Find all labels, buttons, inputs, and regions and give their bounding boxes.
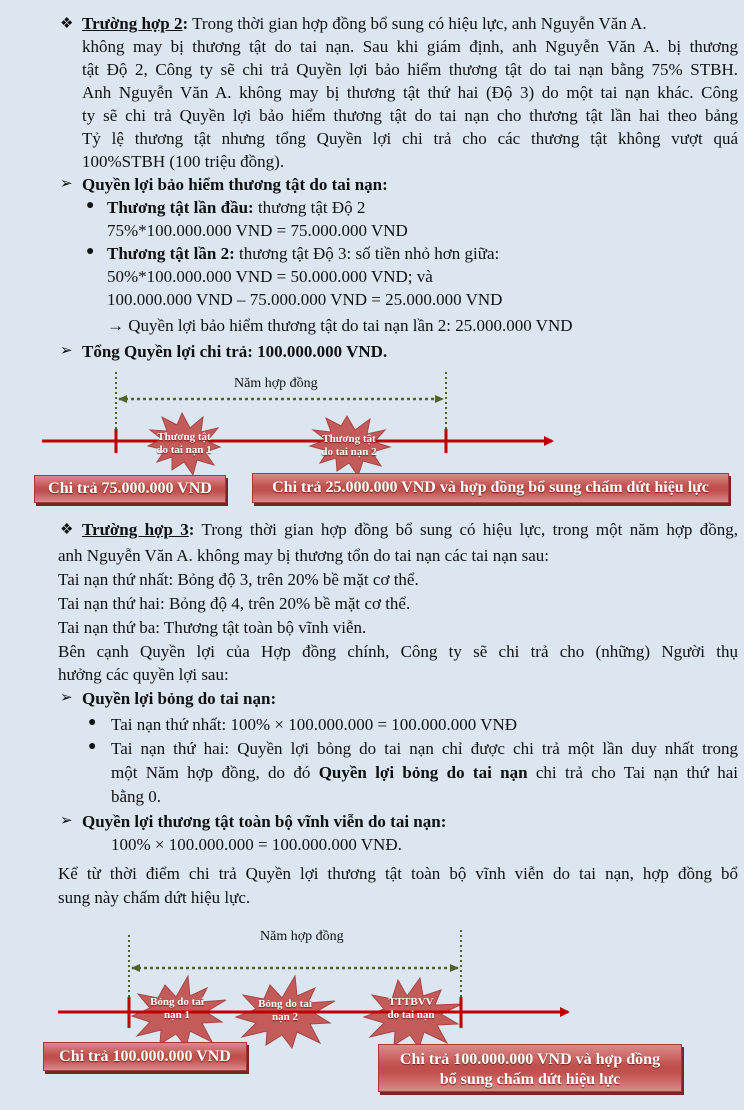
event-label-tpd	[376, 996, 446, 1022]
bullet-dot-icon: ●	[86, 198, 95, 213]
case3-title-colon: :	[188, 520, 195, 539]
case2-text: tật Độ 2, Công ty sẽ chi trả Quyền lợi bảo hiểm thương tật do tai nạn bằng 75% STBH.	[82, 60, 738, 79]
right-arrow-icon: →	[107, 316, 129, 335]
event-label-line: nạn 2	[272, 1011, 298, 1023]
payout-box-1: Chi trả 100.000.000 VND	[43, 1042, 247, 1071]
case3-text: hưởng các quyền lợi sau:	[58, 665, 229, 684]
payout-box-2: Chi trả 25.000.000 VND và hợp đồng bổ sung chấm dứt hiệu lực	[252, 473, 729, 503]
case3-title: Trường hợp 3	[82, 520, 189, 539]
first-injury-label: Thương tật lần đầu:	[107, 198, 254, 217]
case2-total: Tổng Quyền lợi chi trả: 100.000.000 VND.	[82, 342, 388, 361]
payout-box-2	[378, 1044, 682, 1092]
case3-burn-heading: Quyền lợi bỏng do tai nạn:	[82, 689, 277, 708]
payout-box-2-line1: Chi trả 100.000.000 VND và hợp đồng	[399, 1051, 661, 1068]
case2-title: Trường hợp 2	[82, 14, 183, 33]
arrow-bullet-icon: ➢	[60, 343, 73, 359]
case2-title-colon: :	[182, 14, 189, 33]
event-label-line: Bỏng do tai	[258, 998, 312, 1010]
second-injury-text: thương tật Độ 3: số tiền nhỏ hơn giữa:	[234, 244, 500, 263]
burn-item-2-text: chi trả cho Tai nạn thứ hai	[527, 763, 738, 782]
case3-text: anh Nguyễn Văn A. không may bị thương tổn do tai nạn các tai nạn sau:	[58, 546, 549, 565]
event-label-line: do tai nạn 1	[156, 444, 212, 456]
case2-text: ty sẽ chi trả Quyền lợi bảo hiểm thương tật do tai nạn cho thương tật lần hai theo bảng	[82, 106, 738, 125]
first-injury-calc: 75%*100.000.000 VND = 75.000.000 VND	[107, 221, 408, 240]
arrow-bullet-icon: ➢	[60, 813, 73, 829]
burn-item-2-line3: bằng 0.	[111, 787, 162, 806]
case3-closing: Kể từ thời điểm chi trả Quyền lợi thương tật toàn bộ vĩnh viễn do tai nạn, hợp đồng bổ	[58, 864, 738, 883]
second-injury-calc1: 50%*100.000.000 VND = 50.000.000 VND; và	[107, 267, 433, 286]
diamond-bullet-icon: ❖	[60, 16, 74, 32]
tpd-calc: 100% × 100.000.000 = 100.000.000 VNĐ.	[111, 835, 402, 854]
burn-item-1: Tai nạn thứ nhất: 100% × 100.000.000 = 100.000.000 VNĐ	[111, 715, 518, 734]
case2-text: Tỷ lệ thương tật nhưng tổng Quyền lợi chi trả cho các thương tật không vượt quá	[82, 129, 738, 148]
event-label-burn-2	[250, 998, 320, 1024]
second-injury-result: Quyền lợi bảo hiểm thương tật do tai nạn lần 2: 25.000.000 VND	[128, 316, 573, 335]
arrow-bullet-icon: ➢	[60, 690, 73, 706]
event-label-burn-1	[142, 996, 212, 1022]
case2-text: không may bị thương tật do tai nạn. Sau khi giám định, anh Nguyễn Văn A. bị thương	[82, 37, 738, 56]
bullet-dot-icon: ●	[86, 244, 95, 259]
period-label: Năm hợp đồng	[260, 929, 344, 944]
second-injury-calc2: 100.000.000 VND – 75.000.000 VND = 25.000.000 VND	[107, 290, 503, 309]
event-label-line: do tai nạn	[387, 1009, 435, 1021]
case2-text: 100%STBH (100 triệu đồng).	[82, 152, 285, 171]
case3-text: Tai nạn thứ nhất: Bỏng độ 3, trên 20% bề mặt cơ thể.	[58, 570, 419, 589]
first-injury-text: thương tật Độ 2	[253, 198, 366, 217]
payout-box-2-line2: bổ sung chấm dứt hiệu lực	[439, 1071, 621, 1088]
burn-item-2-line1: Tai nạn thứ hai: Quyền lợi bỏng do tai nạn chỉ được chi trả một lần duy nhất trong	[111, 739, 738, 758]
burn-item-2-bold: Quyền lợi bỏng do tai nạn	[318, 763, 528, 782]
event-label-line: Bỏng do tai	[150, 996, 204, 1008]
case3-tpd-heading: Quyền lợi thương tật toàn bộ vĩnh viễn do tai nạn:	[82, 812, 447, 831]
event-label-line: Thương tật	[157, 431, 211, 443]
event-label-line: nạn 1	[164, 1009, 190, 1021]
bullet-dot-icon: ●	[88, 739, 97, 754]
period-label: Năm hợp đồng	[234, 376, 318, 391]
payout-box-1: Chi trả 75.000.000 VND	[34, 475, 226, 503]
case3-text: Tai nạn thứ hai: Bỏng độ 4, trên 20% bề mặt cơ thể.	[58, 594, 411, 613]
case2-benefit-heading: Quyền lợi bảo hiểm thương tật do tai nạn:	[82, 175, 388, 194]
arrow-bullet-icon: ➢	[60, 176, 73, 192]
event-label-line: do tai nạn 2	[321, 446, 377, 458]
burn-item-2-text: một Năm hợp đồng, do đó	[111, 763, 319, 782]
case2-text: Trong thời gian hợp đồng bổ sung có hiệu lực, anh Nguyễn Văn A.	[188, 14, 647, 33]
event-label-line: TTTBVV	[388, 996, 434, 1008]
case3-closing: sung này chấm dứt hiệu lực.	[58, 888, 251, 907]
diamond-bullet-icon: ❖	[60, 522, 74, 538]
bullet-dot-icon: ●	[88, 715, 97, 730]
case3-text: Trong thời gian hợp đồng bổ sung có hiệu lực, trong một năm hợp đồng,	[194, 520, 738, 539]
case3-text: Bên cạnh Quyền lợi của Hợp đồng chính, Công ty sẽ chi trả cho (những) Người thụ	[58, 642, 738, 661]
second-injury-label: Thương tật lần 2:	[107, 244, 235, 263]
case3-text: Tai nạn thứ ba: Thương tật toàn bộ vĩnh viễn.	[58, 618, 367, 637]
case2-text: Anh Nguyễn Văn A. không may bị thương tật thứ hai (Độ 3) do một tai nạn khác. Công	[82, 83, 738, 102]
event-label-line: Thương tật	[322, 433, 376, 445]
